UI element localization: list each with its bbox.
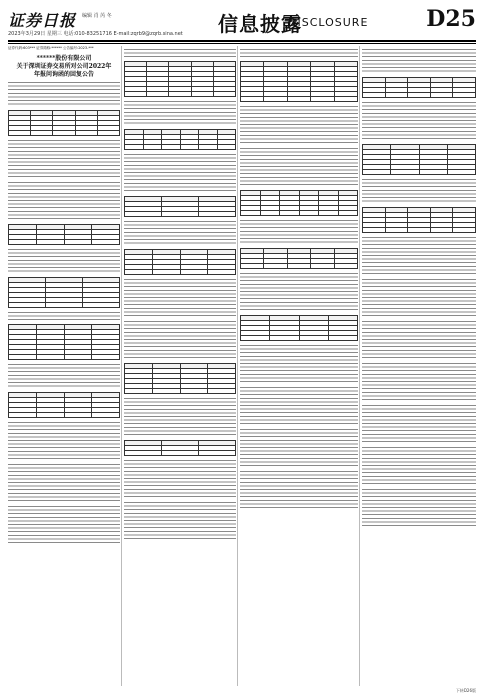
data-table (240, 315, 358, 341)
body-text (8, 248, 120, 274)
data-table (124, 129, 236, 150)
announcement-title-line: 年报问询函的回复公告 (33, 71, 94, 78)
body-text (362, 488, 476, 528)
newspaper-logo: 证券日报 (8, 11, 77, 30)
column-divider (121, 46, 122, 686)
body-text (8, 181, 120, 221)
body-text (362, 446, 476, 486)
data-table (8, 324, 120, 360)
data-table (8, 277, 120, 308)
data-table (124, 440, 236, 456)
body-text (362, 362, 476, 402)
data-table (124, 61, 236, 97)
body-text (240, 344, 358, 384)
body-text (362, 236, 476, 276)
announcement-title-line: 关于深圳证券交易所对公司2022年 (16, 63, 112, 70)
body-text (124, 397, 236, 437)
body-text (362, 404, 476, 444)
body-text (8, 363, 120, 389)
body-text (362, 48, 476, 74)
announcement-title (8, 55, 120, 79)
data-table (8, 110, 120, 136)
body-text (362, 101, 476, 141)
data-table (362, 144, 476, 175)
body-text (8, 505, 120, 545)
body-text (124, 100, 236, 126)
column-3 (240, 46, 358, 686)
body-text (8, 81, 120, 107)
body-text (362, 320, 476, 360)
body-text (124, 320, 236, 360)
body-text (124, 459, 236, 499)
data-table (362, 77, 476, 98)
data-table (362, 207, 476, 233)
body-text (240, 147, 358, 187)
data-table (8, 224, 120, 245)
data-table (124, 363, 236, 394)
column-2 (124, 46, 236, 686)
body-text (240, 272, 358, 312)
body-text (124, 48, 236, 58)
section-subtitle: DISCLOSURE (288, 16, 369, 29)
column-divider (359, 46, 360, 686)
stock-code-line: 证券代码:603*** 证券简称:****** 公告编号:2023-*** (8, 46, 94, 50)
data-table (8, 392, 120, 418)
body-text (240, 105, 358, 145)
body-text (8, 311, 120, 321)
data-table (240, 61, 358, 102)
body-text (124, 501, 236, 541)
column-1 (8, 46, 120, 686)
body-text (8, 463, 120, 503)
data-table (240, 248, 358, 269)
announcement-title-line: ******股份有限公司 (36, 55, 92, 62)
body-text (8, 139, 120, 179)
page-number: D25 (426, 6, 476, 32)
body-text (240, 48, 358, 58)
body-text (124, 220, 236, 246)
column-4 (362, 46, 476, 686)
column-divider (237, 46, 238, 686)
header-rule-thin (8, 43, 476, 44)
body-text (240, 386, 358, 426)
section-title: 信息披露 (218, 12, 302, 36)
dateline: 2023年3月29日 星期三 电话:010-83251716 E-mail:zqrb9@zqrb.sina.net (8, 31, 183, 37)
body-text (124, 153, 236, 193)
data-table (124, 249, 236, 275)
body-text (240, 470, 358, 510)
body-text (8, 421, 120, 461)
continued-note: 下转D26版 (455, 688, 476, 693)
body-text (362, 278, 476, 318)
data-table (124, 196, 236, 217)
body-text (240, 428, 358, 468)
body-text (362, 178, 476, 204)
editors-line: 编辑 肖 芮 冬 (82, 13, 112, 19)
body-text (240, 219, 358, 245)
data-table (240, 190, 358, 216)
body-text (124, 278, 236, 318)
header-rule (8, 40, 476, 42)
